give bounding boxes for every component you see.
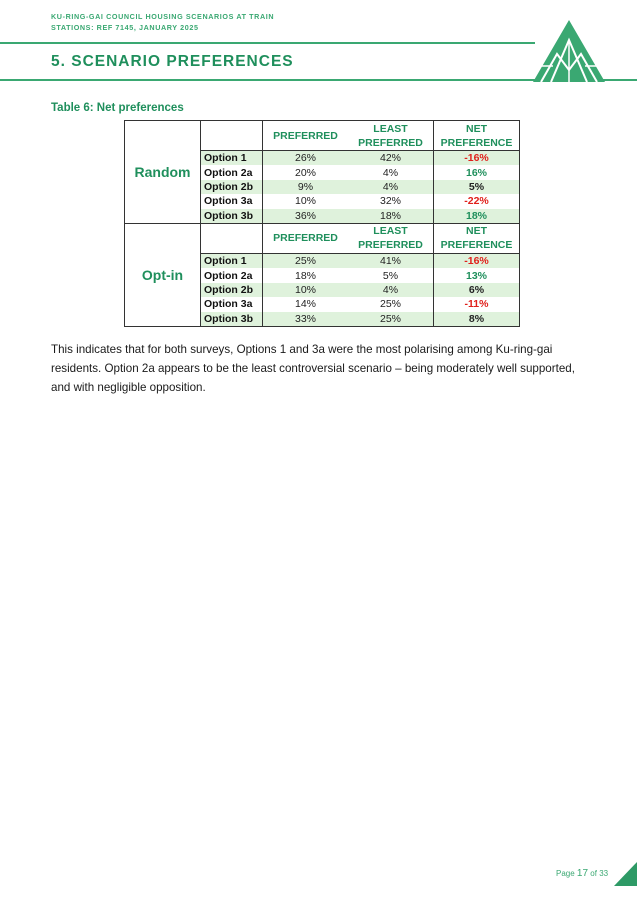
net-preference-cell: -11% [434,297,520,311]
group-label: Random [125,121,201,224]
net-preference-cell: 13% [434,268,520,282]
table-caption: Table 6: Net preferences [51,102,184,114]
option-name-cell: Option 2b [201,283,263,297]
preferred-cell: 26% [263,151,349,166]
header-least-line1: LEAST [373,122,408,135]
running-header-line1: KU-RING-GAI COUNCIL HOUSING SCENARIOS AT TRAIN [51,12,275,21]
header-net-line1: NET [466,122,487,135]
least-preferred-cell: 4% [348,283,434,297]
net-preferences-table [124,120,520,327]
least-preferred-cell: 4% [348,165,434,179]
least-preferred-cell: 18% [348,209,434,224]
option-name-cell: Option 1 [201,253,263,268]
header-net-line2: PREFERENCE [440,136,513,149]
header-net-preference [434,223,520,253]
net-preference-cell: 6% [434,283,520,297]
preferred-cell: 20% [294,166,316,179]
table-header-row [125,223,520,253]
header-least-line2: PREFERRED [358,136,423,149]
total-pages: 33 [599,869,609,878]
of-label: of [590,869,597,878]
option-name-cell: Option 3b [201,209,263,224]
page-label: Page [556,869,575,878]
header-blank-cell [201,121,263,151]
option-name-cell: Option 3b [201,312,263,327]
preferred-cell: 36% [263,209,349,224]
header-net-preference [434,121,520,151]
option-name-cell: Option 2b [201,180,263,194]
preferred-cell: 25% [263,253,349,268]
preferred-cell: 18% [294,269,316,282]
section-title: 5. SCENARIO PREFERENCES [51,53,294,70]
preferred-cell: 10% [263,283,349,297]
least-preferred-cell: 41% [348,253,434,268]
running-header-line2: STATIONS: REF 7145, JANUARY 2025 [51,23,199,32]
header-least-line2: PREFERRED [358,239,423,252]
preferred-cell: 10% [294,195,316,208]
running-header [51,11,274,33]
least-preferred-cell: 25% [348,297,434,311]
preferred-cell: 9% [263,180,349,194]
option-name-cell: Option 3a [201,297,263,311]
least-preferred-cell: 5% [348,268,434,282]
least-preferred-cell: 25% [348,312,434,327]
page-footer [556,868,608,879]
header-least-line1: LEAST [373,225,408,238]
net-preference-cell: -16% [434,253,520,268]
least-preferred-cell: 4% [348,180,434,194]
header-least-preferred [348,121,434,151]
header-blank-cell [201,223,263,253]
net-preference-cell: 18% [434,209,520,224]
preferred-cell: 14% [294,298,316,311]
header-preferred: PREFERRED [263,223,349,253]
header-least-preferred [348,223,434,253]
body-paragraph: This indicates that for both surveys, Options 1 and 3a were the most polarising among Ku-ring-gai residents. Option 2a appears to be the least controversial scenario – being moderately well supported, and with negligible opposition. [51,343,575,394]
net-preference-cell: -22% [434,194,520,208]
option-name-cell: Option 3a [201,194,263,208]
header-rule-top [0,42,535,44]
group-label: Opt-in [125,223,201,326]
page-number: 17 [576,868,589,879]
net-preference-cell: 8% [434,312,520,327]
net-preference-cell: -16% [434,151,520,166]
table-header-row [125,121,520,151]
header-net-line2: PREFERENCE [440,239,513,252]
preferred-cell: 33% [263,312,349,327]
option-name-cell: Option 2a [201,165,263,179]
header-preferred: PREFERRED [263,121,349,151]
brand-logo-icon [533,20,605,82]
option-name-cell: Option 2a [201,268,263,282]
option-name-cell: Option 1 [201,151,263,166]
least-preferred-cell: 32% [348,194,434,208]
net-preference-cell: 16% [434,165,520,179]
net-preference-cell: 5% [434,180,520,194]
least-preferred-cell: 42% [348,151,434,166]
header-net-line1: NET [466,225,487,238]
